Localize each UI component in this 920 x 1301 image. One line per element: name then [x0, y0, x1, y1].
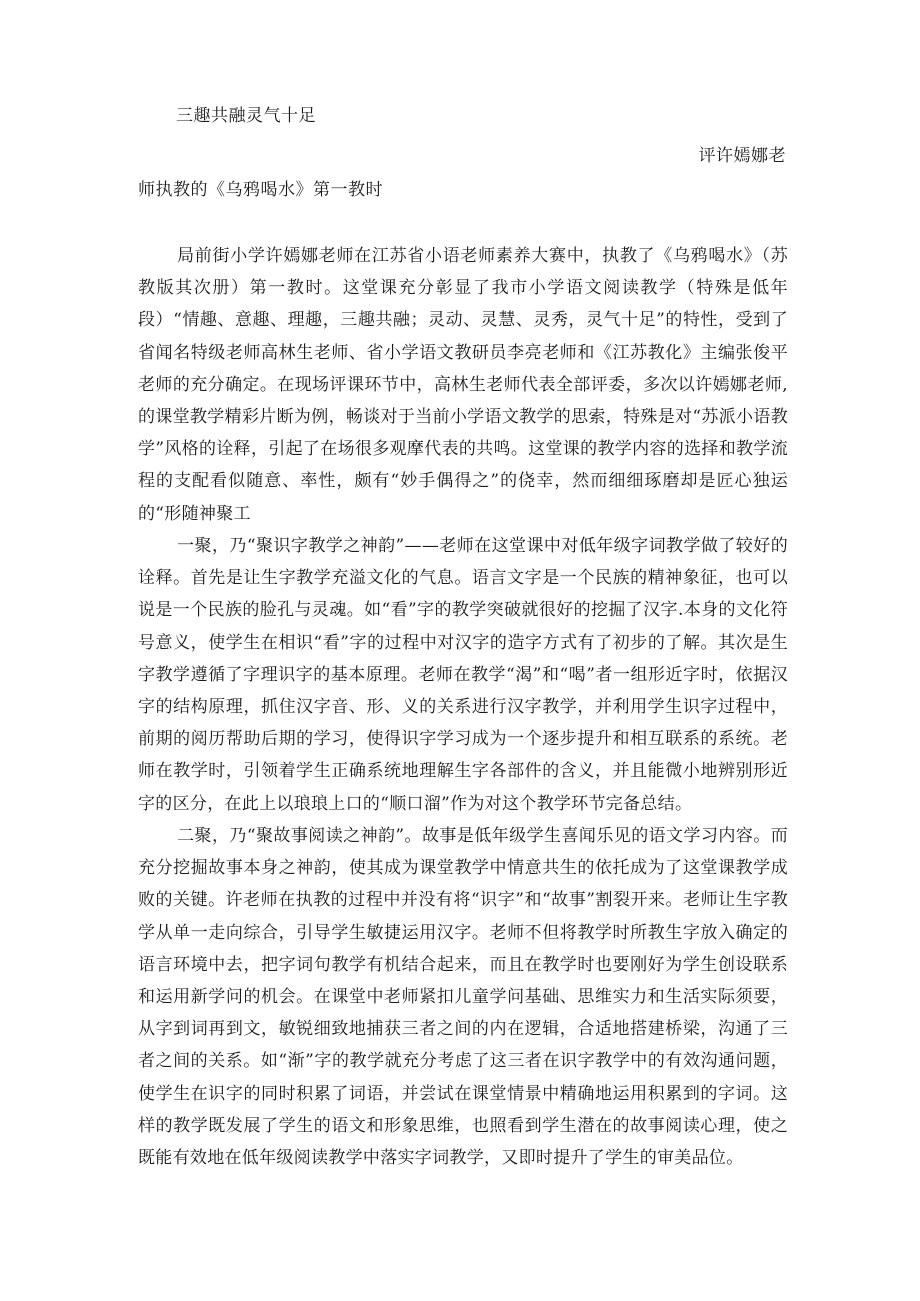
body-paragraph-3: 二聚，乃“聚故事阅读之神韵”。故事是低年级学生喜闻乐见的语文学习内容。而充分挖掘故事本身之神韵，使其成为课堂教学中情意共生的依托成为了这堂课教学成败的关键。许老师在执教的过程中并没有将“识字”和“故事”割裂开来。老师让生字教学从单一走向综合，引导学生敏捷运用汉字。老师不但将教学时所教生字放入确定的语言环境中去，把字词句教学有机结合起来，而且在教学时也要刚好为学生创设联系和运用新学问的机会。在课堂中老师紧扣儿童学问基础、思维实力和生活实际须要，从字到词再到文，敏锐细致地捕获三者之间的内在逻辑，合适地搭建桥梁，沟通了三者之间的关系。如“渐”字的教学就充分考虑了这三者在识字教学中的有效沟通问题，使学生在识字的同时积累了词语，并尝试在课堂情景中精确地运用积累到的字词。这样的教学既发展了学生的语文和形象思维，也照看到学生潜在的故事阅读心理，使之既能有效地在低年级阅读教学中落实字词教学，又即时提升了学生的审美品位。	[138, 826, 788, 1169]
body-paragraph-2: 一聚，乃“聚识字教学之神韵”——老师在这堂课中对低年级字词教学做了较好的诠释。首先是让生字教学充溢文化的气息。语言文字是一个民族的精神象征，也可以说是一个民族的脸孔与灵魂。如“看”字的教学突破就很好的挖掘了汉字.本身的文化符号意义，使学生在相识“看”字的过程中对汉字的造字方式有了初步的了解。其次是生字教学遵循了字理识字的基本原理。老师在教学“渴”和“喝”者一组形近字时，依据汉字的结构原理，抓住汉字音、形、义的关系进行汉字教学，并利用学生识字过程中，前期的阅历帮助后期的学习，使得识字学习成为一个逐步提升和相互联系的系统。老师在教学时，引领着学生正确系统地理解生字各部件的含义，并且能微小地辨别形近字的区分，在此上以琅琅上口的“顺口溜”作为对这个教学环节完备总结。	[138, 536, 788, 814]
document-subtitle: 师执教的《乌鸦喝水》第一教时	[138, 180, 383, 200]
document-title: 三趣共融灵气十足	[176, 106, 316, 126]
document-byline: 评许嫣娜老	[698, 146, 786, 166]
body-paragraph-1: 局前街小学许嫣娜老师在江苏省小语老师素养大赛中，执教了《乌鸦喝水》（苏教版其次册）第一教时。这堂课充分彰显了我市小学语文阅读教学（特殊是低年段）“情趣、意趣、理趣，三趣共融；灵动、灵慧、灵秀，灵气十足”的特性，受到了省闻名特级老师高林生老师、省小学语文教研员李亮老师和《江苏教化》主编张俊平老师的充分确定。在现场评课环节中，高林生老师代表全部评委，多次以许嫣娜老师,的课堂教学精彩片断为例，畅谈对于当前小学语文教学的思索，特殊是对“苏派小语教学”风格的诠释，引起了在场很多观摩代表的共鸣。这堂课的教学内容的选择和教学流程的支配看似随意、率性，颇有“妙手偶得之”的侥幸，然而细细琢磨却是匠心独运的“形随神聚工	[138, 246, 788, 524]
